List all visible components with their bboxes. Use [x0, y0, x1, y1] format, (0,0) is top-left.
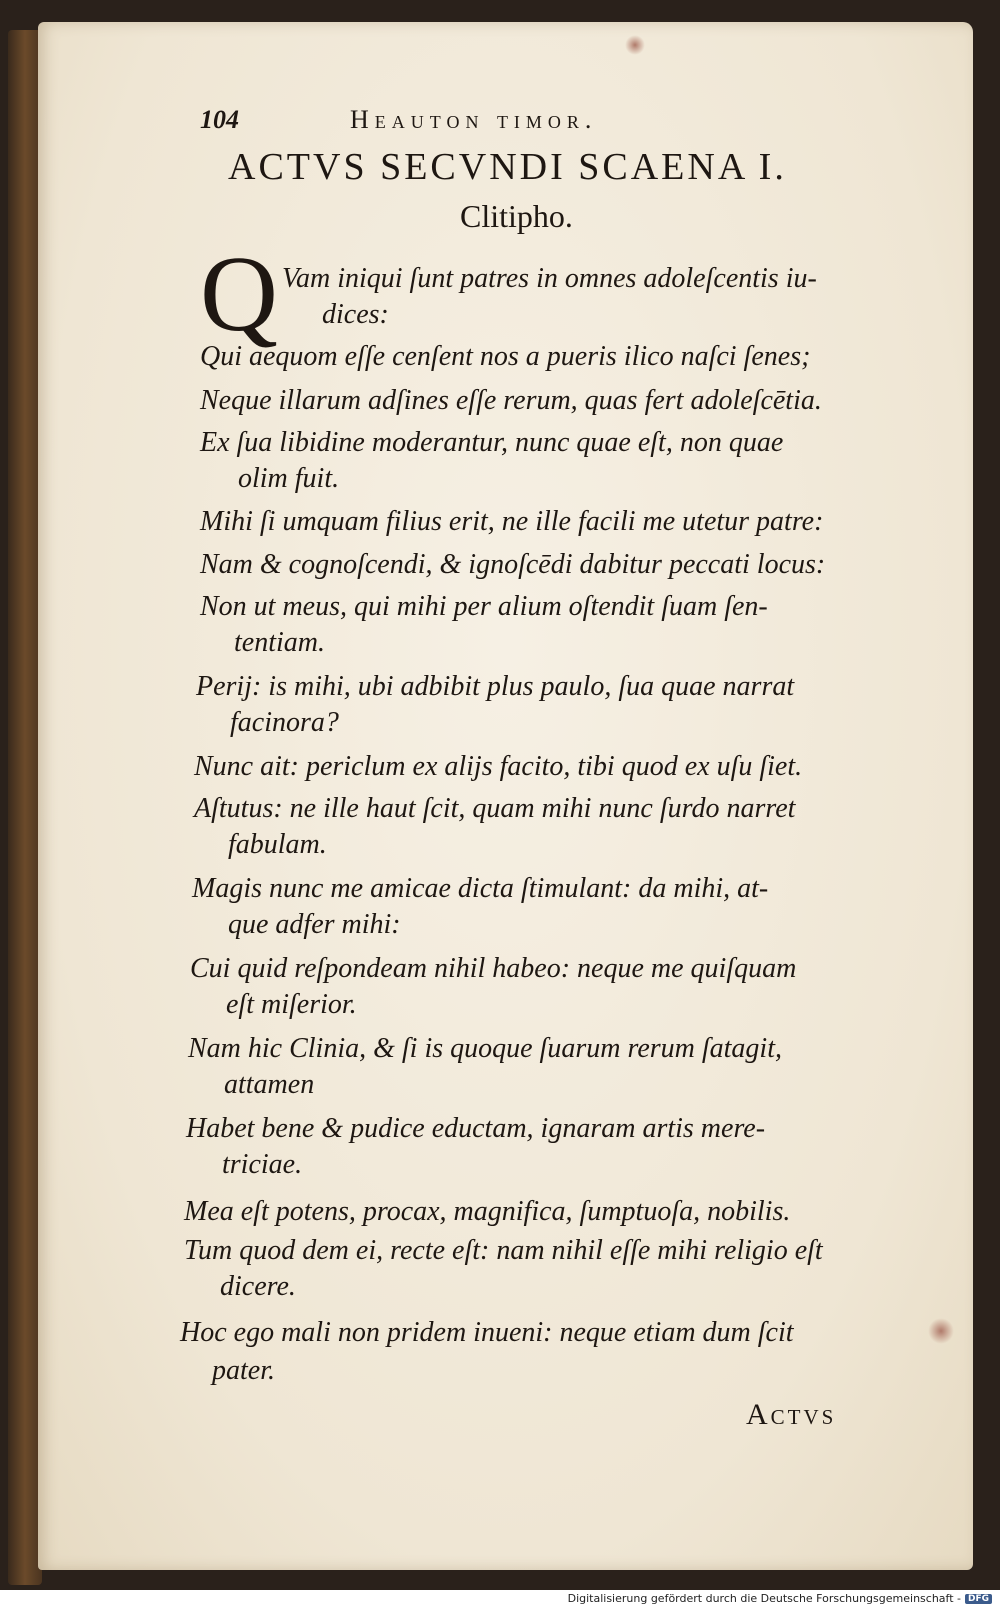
- verse-line: dicere.: [220, 1271, 296, 1302]
- verse-line: Perij: is mihi, ubi adbibit plus paulo, ſua quae narrat: [196, 671, 795, 702]
- verse-line: Nunc ait: periclum ex alijs facito, tibi quod ex uſu ſiet.: [194, 751, 803, 782]
- running-title: Heauton timor.: [350, 105, 598, 134]
- verse-line: triciae.: [222, 1149, 303, 1180]
- speaker-name: Clitipho.: [460, 198, 573, 234]
- verse-line: Magis nunc me amicae dicta ſtimulant: da mihi, at-: [192, 873, 769, 904]
- verse-line: que adfer mihi:: [228, 909, 401, 940]
- running-head: [200, 105, 760, 145]
- verse-line: Aſtutus: ne ille haut ſcit, quam mihi nunc ſurdo narret: [194, 793, 796, 824]
- verse-line: fabulam.: [228, 829, 327, 860]
- verse-line: pater.: [212, 1355, 275, 1386]
- ink-spot: [625, 35, 645, 55]
- verse-line: Mihi ſi umquam filius erit, ne ille facili me utetur patre:: [200, 506, 824, 537]
- digitization-footer: [568, 1592, 992, 1605]
- verse-line: Hoc ego mali non pridem inueni: neque etiam dum ſcit: [180, 1317, 794, 1348]
- verse-line: attamen: [224, 1069, 315, 1100]
- catchword: Actvs: [746, 1398, 837, 1431]
- verse-line: Nam hic Clinia, & ſi is quoque ſuarum rerum ſatagit,: [188, 1033, 782, 1064]
- scene-heading: ACTVS SECVNDI SCAENA I.: [228, 146, 787, 188]
- verse-line: Mea eſt potens, procax, magnifica, ſumptuoſa, nobilis.: [184, 1196, 791, 1227]
- stain-spot: [928, 1318, 954, 1344]
- verse-line: olim fuit.: [238, 463, 340, 494]
- page-number: 104: [200, 105, 239, 134]
- verse-line: tentiam.: [234, 627, 325, 658]
- verse-line: Qui aequom eſſe cenſent nos a pueris ilico naſci ſenes;: [200, 341, 811, 372]
- verse-line: Habet bene & pudice eductam, ignaram artis mere-: [186, 1113, 766, 1144]
- verse-line: Nam & cognoſcendi, & ignoſcēdi dabitur peccati locus:: [200, 549, 826, 580]
- verse-line: Tum quod dem ei, recte eſt: nam nihil eſſe mihi religio eſt: [184, 1235, 823, 1266]
- drop-cap: Q: [200, 235, 278, 354]
- verse-line: Non ut meus, qui mihi per alium oſtendit ſuam ſen-: [200, 591, 768, 622]
- footer-text: Digitalisierung gefördert durch die Deutsche Forschungsgemeinschaft -: [567, 1592, 961, 1605]
- verse-line: eſt miſerior.: [226, 989, 357, 1020]
- book-spine: [8, 30, 42, 1585]
- verse-line: facinora?: [230, 707, 339, 738]
- dfg-logo: DFG: [965, 1594, 992, 1604]
- verse-line: Ex ſua libidine moderantur, nunc quae eſt, non quae: [200, 427, 784, 458]
- verse-line: Neque illarum adſines eſſe rerum, quas fert adoleſcētia.: [200, 385, 822, 416]
- verse-line: Cui quid reſpondeam nihil habeo: neque me quiſquam: [190, 953, 797, 984]
- verse-line: Vam iniqui ſunt patres in omnes adoleſcentis iu-: [282, 263, 817, 294]
- verse-line: dices:: [322, 299, 389, 330]
